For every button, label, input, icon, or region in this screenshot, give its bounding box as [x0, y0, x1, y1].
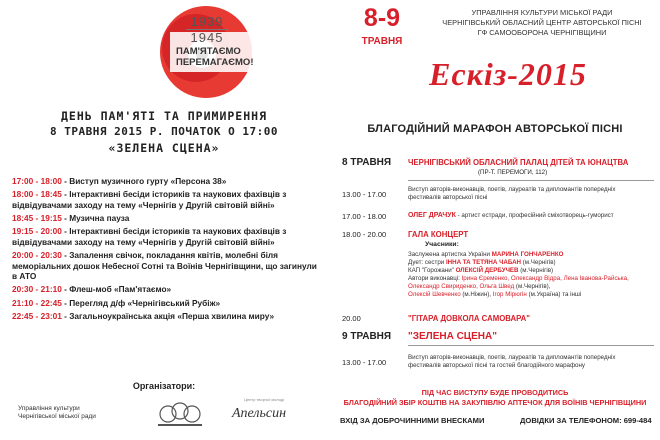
participant-pre: КАП "Горожани" [408, 267, 456, 274]
headline-date-time: 8 ТРАВНЯ 2015 Р. ПОЧАТОК О 17:00 [50, 125, 278, 138]
participant-name: ІННА ТА ТЕТЯНА ЧАБАН [445, 259, 522, 266]
slogan-line-1: ПАМ'ЯТАЄМО [176, 46, 241, 57]
right-organizers [428, 8, 656, 38]
day2-venue: "ЗЕЛЕНА СЦЕНА" [408, 331, 497, 342]
divider [408, 180, 654, 181]
time-1: 13.00 - 17.00 [342, 190, 387, 199]
fundraiser-line-1: ПІД ЧАС ВИСТУПУ БУДЕ ПРОВОДИТИСЬ [421, 388, 569, 397]
time-5-line: Виступ авторів-виконавців, поетів, лауреатів та дипломантів попередніх [408, 354, 616, 361]
headline-venue: «ЗЕЛЕНА СЦЕНА» [108, 141, 220, 155]
org1-line-1: Управління культури [18, 405, 80, 412]
participant-name: МАРИНА ГОНЧАРЕНКО [491, 251, 564, 258]
participant-name: Олексій Шевченко [408, 291, 461, 298]
schedule-text: - Виступ музичного гурту «Персона 38» [61, 176, 227, 186]
time-2-text [408, 212, 658, 220]
logo-years [172, 14, 242, 45]
participant-name: Ігор Мірюгін [492, 291, 527, 298]
marathon-title: БЛАГОДІЙНИЙ МАРАФОН АВТОРСЬКОЇ ПІСНІ [367, 123, 623, 135]
fundraiser-line-2: БЛАГОДІЙНИЙ ЗБІР КОШТІВ НА ЗАКУПІВЛЮ АПТЕЧОК ДЛЯ ВОЇНІВ ЧЕРНІГІВЩИНИ [343, 398, 647, 407]
event-dates: 8-9 [363, 4, 401, 32]
logo-slogan [176, 46, 253, 68]
time-4: 20.00 [342, 314, 361, 323]
schedule-time: 20:00 - 20:30 [12, 249, 62, 260]
schedule-item [12, 213, 324, 224]
schedule-item [12, 176, 324, 187]
divider [408, 345, 654, 346]
participant-pre: Дует: сестри [408, 259, 446, 266]
participant-post: (м.Ніжин), [460, 291, 493, 298]
participant-line [408, 251, 658, 259]
schedule-time: 17:00 - 18:00 [12, 176, 62, 186]
participant-name: Олександр Свириденко, Ольга Швед [408, 283, 515, 290]
participant-pre: Автори виконавці: [408, 275, 462, 282]
day1-address: (ПР-Т. ПЕРЕМОГИ, 112) [478, 169, 548, 176]
entry-info: ВХІД ЗА ДОБРОЧИННИМИ ВНЕСКАМИ [340, 416, 485, 425]
time-2: 17.00 - 18.00 [342, 212, 387, 221]
schedule-time: 18:45 - 19:15 [12, 212, 62, 223]
participant-pre: Заслужена артистка України [408, 251, 492, 258]
participant-name: Ірина Єременко, Олександр Відра, Лена Іванова-Райська, [461, 275, 629, 282]
headline-memory-day: ДЕНЬ ПАМ'ЯТІ ТА ПРИМИРЕННЯ [60, 109, 267, 123]
right-org: УПРАВЛІННЯ КУЛЬТУРИ МІСЬКОЇ РАДИ [471, 8, 613, 17]
schedule-text: - Флеш-моб «Пам'ятаємо» [61, 284, 172, 295]
participant-post: (м.Чернігів), [514, 283, 551, 290]
participant-line [408, 291, 658, 299]
schedule-time: 21:10 - 22:45 [12, 297, 62, 308]
participant-line [408, 259, 658, 267]
participant-line [408, 275, 658, 283]
schedule-text: - Інтерактивні бесіди істориків та наукових фахівців з відвідувачами заходу на тему «Чернігів у Другій світовій війні» [12, 189, 287, 210]
participant-post: (м.Україна) та інші [526, 291, 582, 298]
time-5: 13.00 - 17.00 [342, 358, 387, 367]
gala-title: ГАЛА КОНЦЕРТ [408, 230, 469, 239]
schedule-text: - Інтерактивні бесіди істориків та наукових фахівців з відвідувачами заходу на тему «Чернігів у Другій світовій війні» [12, 226, 287, 247]
schedule-time: 19:15 - 20:00 [12, 226, 62, 237]
participant-name: ОЛЕКСІЙ ДЕРБУЧЕВ [455, 267, 519, 274]
org1-line-2: Чернігівської міської ради [18, 413, 96, 420]
schedule-text: - Музична пауза [61, 212, 130, 223]
right-org: ГФ САМООБОРОНА ЧЕРНІГІВЩИНИ [477, 28, 607, 37]
samovar-title: "ГІТАРА ДОВКОЛА САМОВАРА" [408, 314, 530, 323]
participants-label: Учасники: [425, 241, 459, 248]
organizers-title: Організатори: [132, 381, 196, 391]
festival-title: Ескіз-2015 [429, 56, 587, 92]
day1-date: 8 ТРАВНЯ [342, 157, 392, 168]
org3-caption: Центр творчої молоді [244, 397, 284, 402]
organizer-culture-dept [18, 405, 96, 421]
performer-desc: - артист естради, професійний сміхотворець-гуморист [455, 212, 614, 219]
participant-post: (м.Чернігів) [518, 267, 554, 274]
year-end: 1945 [190, 30, 224, 45]
schedule-time: 20:30 - 21:10 [12, 284, 62, 295]
time-5-text [408, 354, 658, 370]
schedule-time: 18:00 - 18:45 [12, 189, 62, 200]
schedule-item [12, 189, 324, 210]
time-3: 18.00 - 20.00 [342, 230, 387, 239]
day1-venue: ЧЕРНІГІВСЬКИЙ ОБЛАСНИЙ ПАЛАЦ ДІТЕЙ ТА ЮНАЦТВА [408, 158, 629, 167]
schedule-item [12, 250, 324, 282]
schedule-text: - Перегляд д/ф «Чернігівський Рубіж» [61, 297, 221, 308]
day2-date: 9 ТРАВНЯ [342, 331, 392, 342]
organizer-emblem-icon [150, 400, 210, 430]
time-1-line: фестивалів авторської пісні [408, 194, 488, 201]
performer-name: ОЛЕГ ДРАЧУК [408, 212, 456, 219]
schedule-time: 22:45 - 23:01 [12, 310, 62, 321]
participant-post: (м.Чернігів) [521, 259, 556, 266]
fundraiser-notice [336, 388, 654, 408]
left-schedule [12, 176, 324, 324]
schedule-text: - Загальноукраїнська акція «Перша хвилина миру» [61, 310, 275, 321]
schedule-item [12, 311, 324, 322]
participant-line [408, 267, 658, 275]
right-org: ЧЕРНІГІВСЬКИЙ ОБЛАСНИЙ ЦЕНТР АВТОРСЬКОЇ ПІСНІ [442, 18, 642, 27]
org3-logo-text: Апельсин [232, 406, 287, 421]
schedule-item [12, 284, 324, 295]
schedule-item [12, 298, 324, 309]
time-1-text [408, 186, 658, 202]
phone-info: ДОВІДКИ ЗА ТЕЛЕФОНОМ: 699-484 [520, 416, 652, 425]
year-start: 1939 [190, 14, 224, 29]
slogan-line-2: ПЕРЕМАГАЄМО! [176, 57, 254, 68]
participant-line [408, 283, 658, 291]
participants-list [408, 251, 658, 299]
event-month: ТРАВНЯ [361, 36, 403, 47]
time-5-line: фестивалів авторської пісні та гостей благодійного марафону [408, 362, 586, 369]
schedule-text: - Запалення свічок, покладання квітів, молебні біля меморіальних дошок Небесної Сотні та Воїнів Чернігівщини, що загинули в АТО [12, 249, 317, 282]
time-1-line: Виступ авторів-виконавців, поетів, лауреатів та дипломантів попередніх [408, 186, 616, 193]
schedule-item [12, 226, 324, 247]
